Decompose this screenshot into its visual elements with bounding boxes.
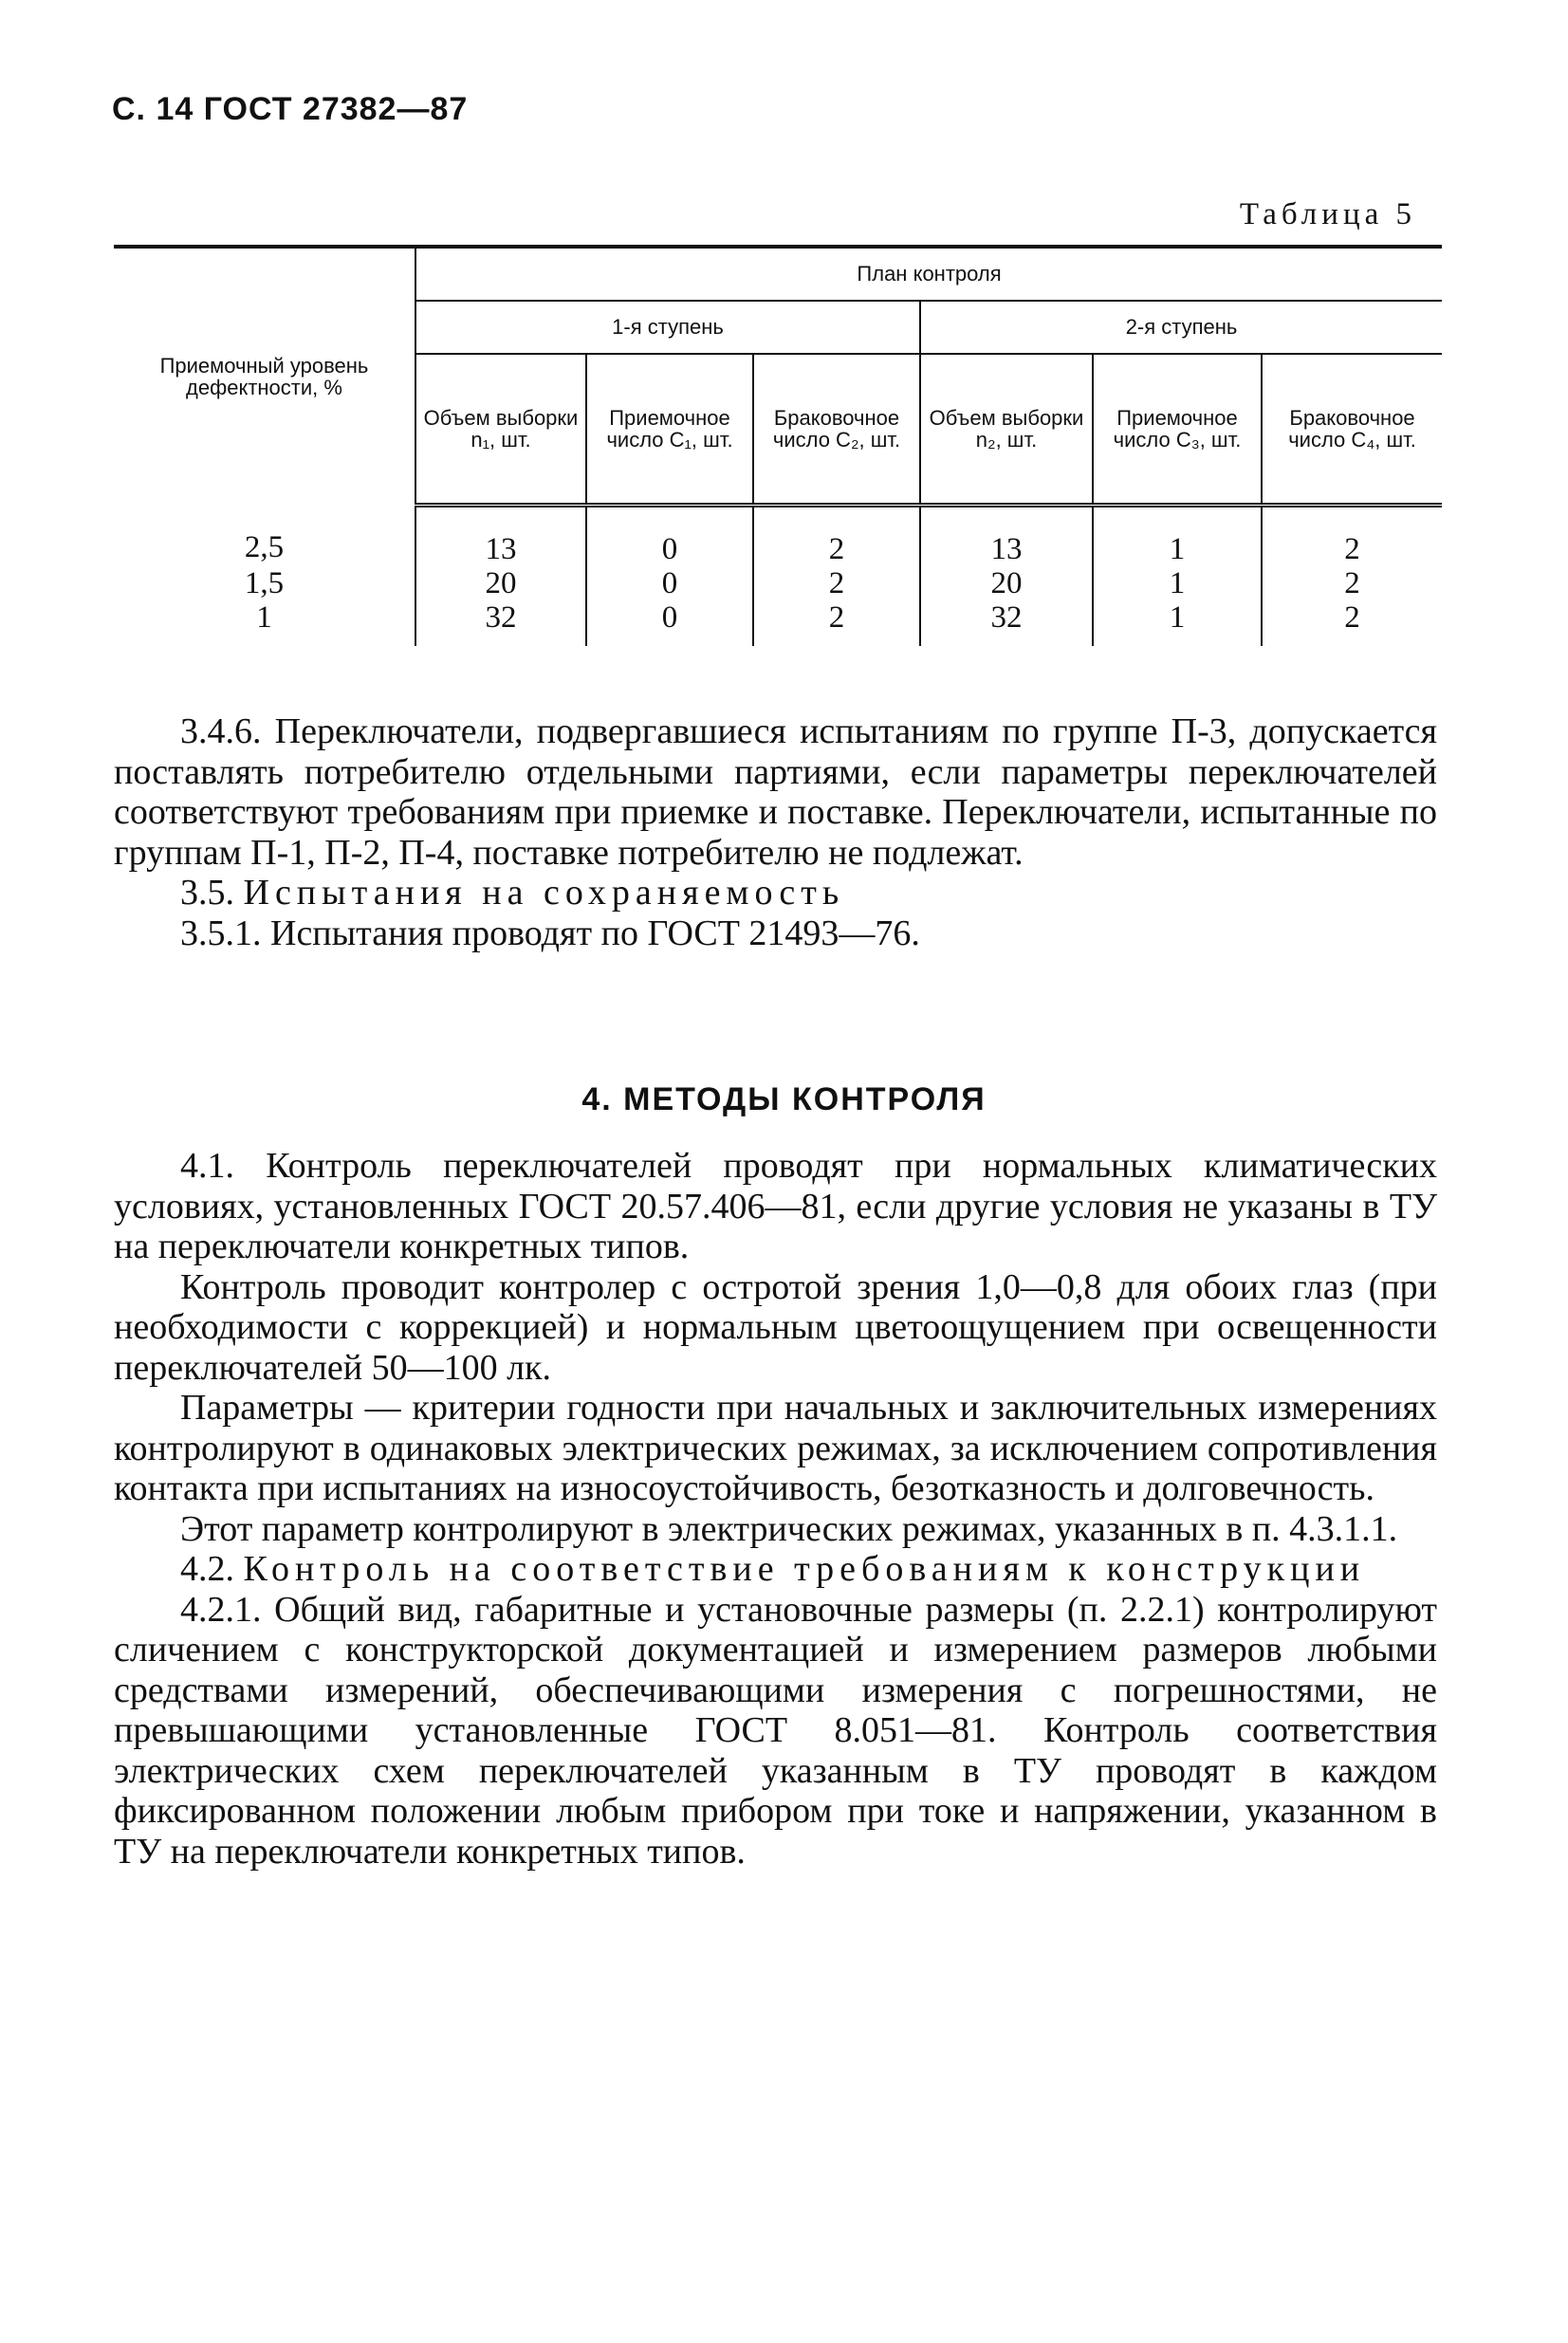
paragraph-4-1-vision: Контроль проводит контролер с остротой зрения 1,0—0,8 для обоих глаз (при необходимости с коррекцией) и нормальным цветоощущением при освещенности переключателей 50—100 лк. [114, 1266, 1437, 1388]
cell-c4: 2 [1262, 566, 1442, 600]
subsection-title: Контроль на соответствие требованиям к конструкции [243, 1549, 1366, 1589]
paragraph-4-1-params: Параметры — критерии годности при начальных и заключительных измерениях контролируют в одинаковых электрических режимах, за исключением сопротивления контакта при испытаниях на износоустойчивость, безотказность и долговечность. [114, 1388, 1437, 1508]
cell-level: 2,5 [244, 529, 285, 564]
paragraph-number: 4.2. [180, 1549, 234, 1589]
paragraph-4-2-1: 4.2.1. Общий вид, габаритные и установочные размеры (п. 2.2.1) контролируют сличением с конструкторской документацией и измерением размеров любыми средствами измерений, обеспечивающими измерения с погрешностями, не превышающими установленные ГОСТ 8.051—81. Контроль соответствия электрических схем переключателей указанным в ТУ проводят в каждом фиксированном положении любым прибором при токе и напряжении, указанном в ТУ на переключатели конкретных типов. [114, 1589, 1437, 1872]
table-row [114, 566, 1442, 600]
cell-n1: 20 [415, 566, 586, 600]
cell-c4: 2 [1262, 506, 1442, 567]
cell-level: 1 [256, 600, 272, 635]
paragraph-number: 3.5. [180, 873, 234, 913]
cell-c1: 0 [586, 600, 753, 646]
col-header-c4: Браковочное число C₄, шт. [1262, 354, 1442, 506]
col-header-c3: Приемочное число C₃, шт. [1093, 354, 1262, 506]
cell-c2: 2 [753, 600, 920, 646]
paragraph-4-2 [114, 1549, 1437, 1590]
section-4-title: 4. МЕТОДЫ КОНТРОЛЯ [581, 1081, 987, 1117]
page-header: С. 14 ГОСТ 27382—87 [112, 91, 469, 127]
col-header-plan: План контроля [415, 247, 1442, 301]
table-5 [114, 245, 1442, 646]
section-3-text [114, 711, 1437, 953]
col-header-c1: Приемочное число C₁, шт. [586, 354, 753, 506]
col-header-n2: Объем выборки n₂, шт. [920, 354, 1093, 506]
cell-c3: 1 [1093, 566, 1262, 600]
cell-n2: 20 [920, 566, 1093, 600]
paragraph-3-4-6: 3.4.6. Переключатели, подвергавшиеся испытаниям по группе П-3, допускается поставлять потребителю отдельными партиями, если параметры переключателей соответствуют требованиям при приемке и поставке. Переключатели, испытанные по группам П-1, П-2, П-4, поставке потребителю не подлежат. [114, 711, 1437, 873]
cell-c2: 2 [753, 506, 920, 567]
paragraph-3-5-1: 3.5.1. Испытания проводят по ГОСТ 21493—76. [180, 913, 920, 953]
paragraph-4-1: 4.1. Контроль переключателей проводят при нормальных климатических условиях, установленных ГОСТ 20.57.406—81, если другие условия не указаны в ТУ на переключатели конкретных типов. [114, 1146, 1437, 1266]
subsection-title: Испытания на сохраняемость [243, 873, 845, 913]
cell-c4: 2 [1262, 600, 1442, 646]
paragraph-3-5 [114, 873, 1437, 913]
table-row [114, 600, 1442, 646]
col-header-stage1: 1-я ступень [415, 301, 920, 354]
cell-n1: 32 [415, 600, 586, 646]
col-header-stage2: 2-я ступень [920, 301, 1442, 354]
cell-n2: 32 [920, 600, 1093, 646]
cell-c3: 1 [1093, 600, 1262, 646]
cell-c2: 2 [753, 566, 920, 600]
col-header-level: Приемочный уровень дефектности, % [114, 247, 415, 506]
col-header-n1: Объем выборки n₁, шт. [415, 354, 586, 506]
section-4-text [114, 1146, 1437, 1872]
cell-level: 1,5 [244, 566, 285, 600]
col-header-c2: Браковочное число C₂, шт. [753, 354, 920, 506]
table-row [114, 506, 1442, 567]
cell-c1: 0 [586, 506, 753, 567]
table-caption: Таблица 5 [1239, 197, 1416, 231]
cell-n1: 13 [415, 506, 586, 567]
paragraph-4-1-modes: Этот параметр контролируют в электрических режимах, указанных в п. 4.3.1.1. [180, 1508, 1398, 1549]
cell-n2: 13 [920, 506, 1093, 567]
cell-c3: 1 [1093, 506, 1262, 567]
cell-c1: 0 [586, 566, 753, 600]
